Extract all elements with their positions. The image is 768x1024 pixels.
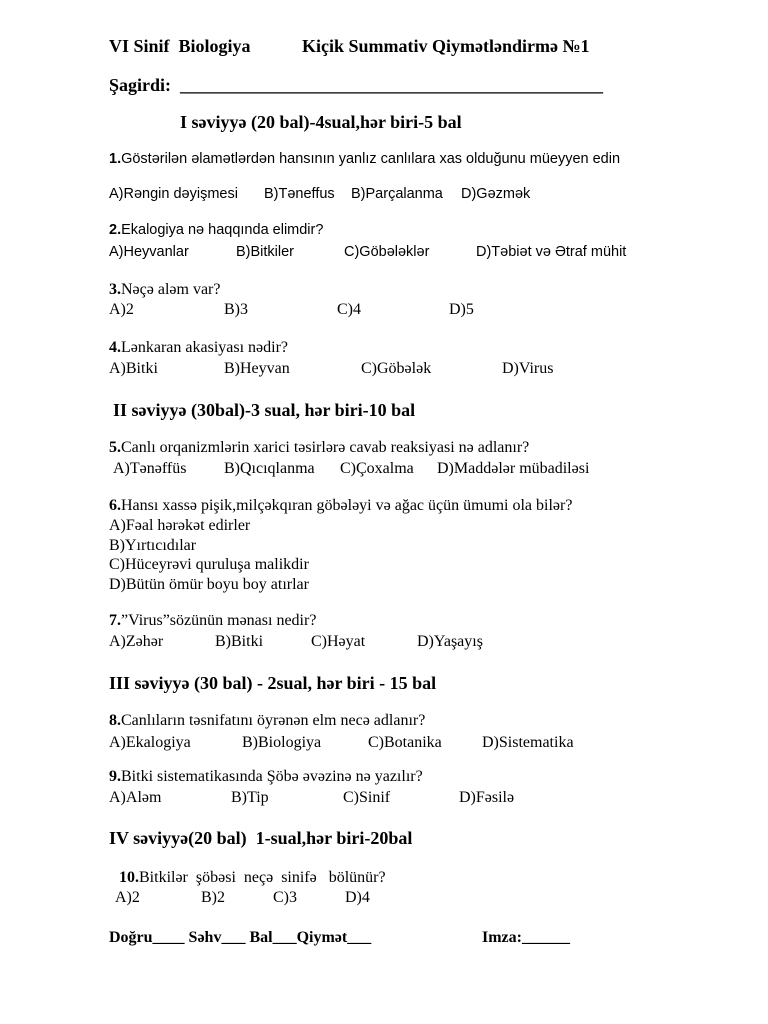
section-4-heading: IV səviyyə(20 bal) 1-sual,hər biri-20bal: [109, 828, 413, 848]
option-b: B)Bitki: [215, 633, 264, 650]
question-8: [109, 713, 425, 729]
option-c: C)Göbələklər: [344, 244, 430, 260]
question-text: Lənkaran akasiyası nədir?: [121, 339, 289, 356]
option-c: C)Göbələk: [361, 360, 432, 377]
question-number: 10.: [119, 869, 139, 886]
question-9: [109, 769, 423, 785]
question-5-options: [113, 460, 768, 478]
option-b: B)Biologiya: [242, 734, 322, 751]
option-b: B)Təneffus: [264, 186, 335, 202]
question-8-options: [109, 734, 768, 752]
option-a: A)Aləm: [109, 789, 162, 806]
option-a: A)2: [109, 301, 134, 318]
question-number: 9.: [109, 768, 121, 785]
option-b: B)3: [224, 301, 248, 318]
question-1-options: [109, 186, 768, 204]
question-text: Ekalogiya nə haqqında elimdir?: [121, 222, 324, 238]
section-3-heading: III səviyyə (30 bal) - 2sual, hər biri - 15 bal: [109, 673, 437, 693]
question-text: Göstərilən əlamətlərdən hansının yanlız canlılara xas olduğunu müeyyen edin: [121, 151, 621, 167]
option-d: D)5: [449, 301, 474, 318]
question-text: Bitki sistematikasında Şöbə əvəzinə nə yazılır?: [121, 768, 423, 785]
question-7: [109, 613, 316, 629]
option-c: C)Çoxalma: [340, 460, 414, 477]
option-c: C)3: [273, 889, 297, 906]
section-2-heading: II səviyyə (30bal)-3 sual, hər biri-10 bal: [113, 400, 416, 420]
option-d: D)Virus: [502, 360, 554, 377]
section-1-heading: I səviyyə (20 bal)-4sual,hər biri-5 bal: [180, 112, 462, 132]
option-d: D)Sistematika: [482, 734, 574, 751]
subject-title: VI Sinif Biologiya: [109, 36, 251, 56]
score-line: Doğru____ Səhv___ Bal___Qiymət___: [109, 929, 372, 946]
question-2-options: [109, 244, 768, 262]
student-name-line: _______________________________________________: [180, 75, 603, 95]
option-c: C)Botanika: [368, 734, 442, 751]
option-d: D)Gəzmək: [461, 186, 531, 202]
question-7-options: [109, 633, 768, 651]
option-a: A)Heyvanlar: [109, 244, 189, 260]
option-b: B)Qıcıqlanma: [224, 460, 315, 477]
question-5: [109, 440, 529, 456]
question-10-options: [115, 889, 768, 907]
question-6: [109, 498, 572, 514]
option-c: C)4: [337, 301, 361, 318]
option-d: D)Təbiət və Ətraf mühit: [476, 244, 627, 260]
question-6-option-c: C)Hüceyrəvi quruluşa malikdir: [109, 556, 309, 573]
option-a: A)Rəngin dəyişmesi: [109, 186, 238, 202]
question-6-option-a: A)Fəal hərəkət edirler: [109, 517, 251, 534]
option-a: A)Bitki: [109, 360, 158, 377]
signature-line: Imza:______: [482, 929, 570, 946]
question-3-options: [109, 301, 768, 319]
option-d: D)Fəsilə: [459, 789, 515, 806]
option-c: C)Sinif: [343, 789, 391, 806]
question-number: 4.: [109, 339, 121, 356]
question-number: 8.: [109, 712, 121, 729]
question-text: Hansı xassə pişik,milçəkqıran göbələyi və ağac üçün ümumi ola bilər?: [121, 497, 573, 514]
question-2: [109, 223, 323, 238]
question-number: 1.: [109, 151, 122, 167]
question-text: ”Virus”sözünün mənası nedir?: [121, 612, 317, 629]
option-b: B)Tip: [231, 789, 269, 806]
question-text: Canlı orqanizmlərin xarici təsirlərə cavab reaksiyasi nə adlanır?: [121, 439, 530, 456]
option-b: B)Heyvan: [224, 360, 290, 377]
question-4-options: [109, 360, 768, 378]
option-a: A)Zəhər: [109, 633, 164, 650]
option-d: D)Maddələr mübadiləsi: [437, 460, 590, 477]
option-b: B)2: [201, 889, 225, 906]
option-c: C)Həyat: [311, 633, 366, 650]
option-d: D)4: [345, 889, 370, 906]
question-6-option-b: B)Yırtıcıdılar: [109, 537, 197, 554]
option-a: A)Tənəffüs: [113, 460, 187, 477]
question-6-option-d: D)Bütün ömür boyu boy atırlar: [109, 576, 309, 593]
question-text: Canlıların təsnifatını öyrənən elm necə adlanır?: [121, 712, 426, 729]
option-a: A)2: [115, 889, 140, 906]
question-number: 2.: [109, 222, 122, 238]
question-1: [109, 152, 620, 167]
option-a: A)Ekalogiya: [109, 734, 191, 751]
question-number: 3.: [109, 281, 121, 298]
student-label: Şagirdi:: [109, 75, 172, 95]
question-9-options: [109, 789, 768, 807]
question-number: 7.: [109, 612, 121, 629]
assessment-title: Kiçik Summativ Qiymətləndirmə №1: [302, 36, 590, 56]
option-b: B)Bitkiler: [236, 244, 295, 260]
question-10: [119, 870, 386, 886]
question-text: Nəçə aləm var?: [121, 281, 221, 298]
question-number: 5.: [109, 439, 121, 456]
question-text: Bitkilər şöbəsi neçə sinifə bölünür?: [139, 869, 386, 886]
question-4: [109, 340, 288, 356]
option-d: D)Yaşayış: [417, 633, 483, 650]
option-c: B)Parçalanma: [351, 186, 443, 202]
question-number: 6.: [109, 497, 121, 514]
question-3: [109, 282, 220, 298]
